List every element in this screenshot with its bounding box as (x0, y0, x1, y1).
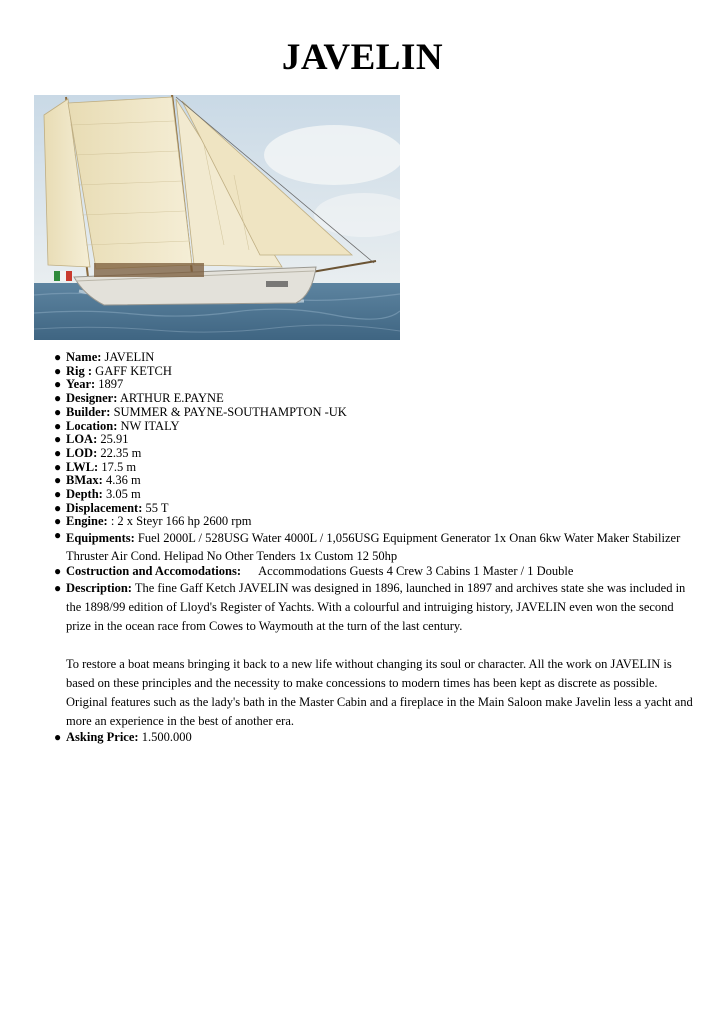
spec-value: NW ITALY (120, 418, 180, 433)
spec-equipments (54, 529, 694, 565)
spec-builder (54, 406, 694, 420)
spec-label: Description: (66, 580, 132, 595)
spec-label: Year: (66, 377, 96, 392)
spec-value: 1897 (98, 377, 124, 392)
spec-lod (54, 447, 694, 461)
spec-name (54, 351, 694, 365)
spec-value: Fuel 2000L / 528USG Water 4000L / 1,056USG Equipment Generator 1x Onan 6kw Water Maker Stabilizer Thruster Air Cond. Helipad No Other Tenders 1x Custom 12 50hp (66, 531, 681, 564)
spec-designer (54, 392, 694, 406)
spec-rig (54, 365, 694, 379)
spec-label: Builder: (66, 404, 111, 419)
spec-label: Asking Price: (66, 729, 139, 744)
spec-label: Equipments: (66, 531, 135, 546)
bullet-icon: ● (54, 500, 62, 515)
bullet-icon: ● (54, 432, 62, 447)
spec-value: 1.500.000 (141, 729, 192, 744)
bullet-icon: ● (54, 564, 62, 579)
bullet-icon: ● (54, 445, 62, 460)
bullet-icon: ● (54, 580, 62, 595)
bullet-icon: ● (54, 363, 62, 378)
spec-value: The fine Gaff Ketch JAVELIN was designed in 1896, launched in 1897 and archives state she was included in the 1898/99 edition of Lloyd's Register of Yachts. With a colourful and intruiging history, JAVELIN even won the second prize in the ocean race from Cowes to Waymouth at the turn of the last century. (66, 580, 686, 633)
spec-year (54, 378, 694, 392)
spec-label: LOD: (66, 445, 98, 460)
spec-value: 17.5 m (101, 459, 137, 474)
bullet-icon: ● (54, 514, 62, 529)
spec-lwl (54, 461, 694, 475)
bullet-icon: ● (54, 404, 62, 419)
description-paragraph-2: To restore a boat means bringing it back to a new life without changing its soul or character. All the work on JAVELIN is based on these principles and the necessity to make concessions to modern times has been kept as discrete as possible. Original features such as the lady's bath in the Master Cabin and a fireplace in the Main Saloon make Javelin less a yacht and more an experience in the best of another era. (66, 656, 693, 728)
bullet-icon: ● (54, 391, 62, 406)
spec-label: Rig : (66, 363, 93, 378)
spec-value: GAFF KETCH (95, 363, 172, 378)
spec-value: 3.05 m (105, 487, 141, 502)
spec-depth (54, 488, 694, 502)
spec-loa (54, 433, 694, 447)
bullet-icon: ● (54, 350, 62, 364)
spec-price (54, 731, 694, 745)
spec-value: SUMMER & PAYNE-SOUTHAMPTON -UK (113, 404, 347, 419)
spec-label: LOA: (66, 432, 98, 447)
spec-construction (54, 565, 694, 579)
bullet-icon: ● (54, 729, 62, 744)
spec-value: JAVELIN (104, 350, 155, 364)
bullet-icon: ● (54, 528, 62, 543)
spec-value: ARTHUR E.PAYNE (119, 391, 224, 406)
spec-label: Depth: (66, 487, 103, 502)
spec-label: Displacement: (66, 500, 143, 515)
spec-list (54, 351, 694, 745)
description-paragraph-1 (66, 579, 694, 636)
page-title: JAVELIN (281, 37, 444, 78)
spec-value: 4.36 m (105, 473, 141, 488)
spec-label: Location: (66, 418, 118, 433)
bullet-icon: ● (54, 377, 62, 392)
spec-value: 25.91 (100, 432, 129, 447)
bullet-icon: ● (54, 418, 62, 433)
spec-label: Name: (66, 350, 102, 364)
bullet-icon: ● (54, 487, 62, 502)
spec-value: 55 T (145, 500, 169, 515)
spec-label: Designer: (66, 391, 118, 406)
bullet-icon: ● (54, 459, 62, 474)
bullet-icon: ● (54, 473, 62, 488)
spec-value: Accommodations Guests 4 Crew 3 Cabins 1 Master / 1 Double (258, 564, 574, 579)
spec-label: LWL: (66, 459, 99, 474)
spec-bmax (54, 474, 694, 488)
spec-value: 22.35 m (100, 445, 142, 460)
spec-label: Costruction and Accomodations: (66, 564, 242, 579)
spec-description (54, 579, 694, 731)
spec-engine (54, 515, 694, 529)
boat-photo (34, 95, 400, 340)
spec-label: BMax: (66, 473, 103, 488)
spec-value: : 2 x Steyr 166 hp 2600 rpm (110, 514, 252, 529)
spec-label: Engine: (66, 514, 108, 529)
spec-location (54, 420, 694, 434)
spec-displacement (54, 502, 694, 516)
